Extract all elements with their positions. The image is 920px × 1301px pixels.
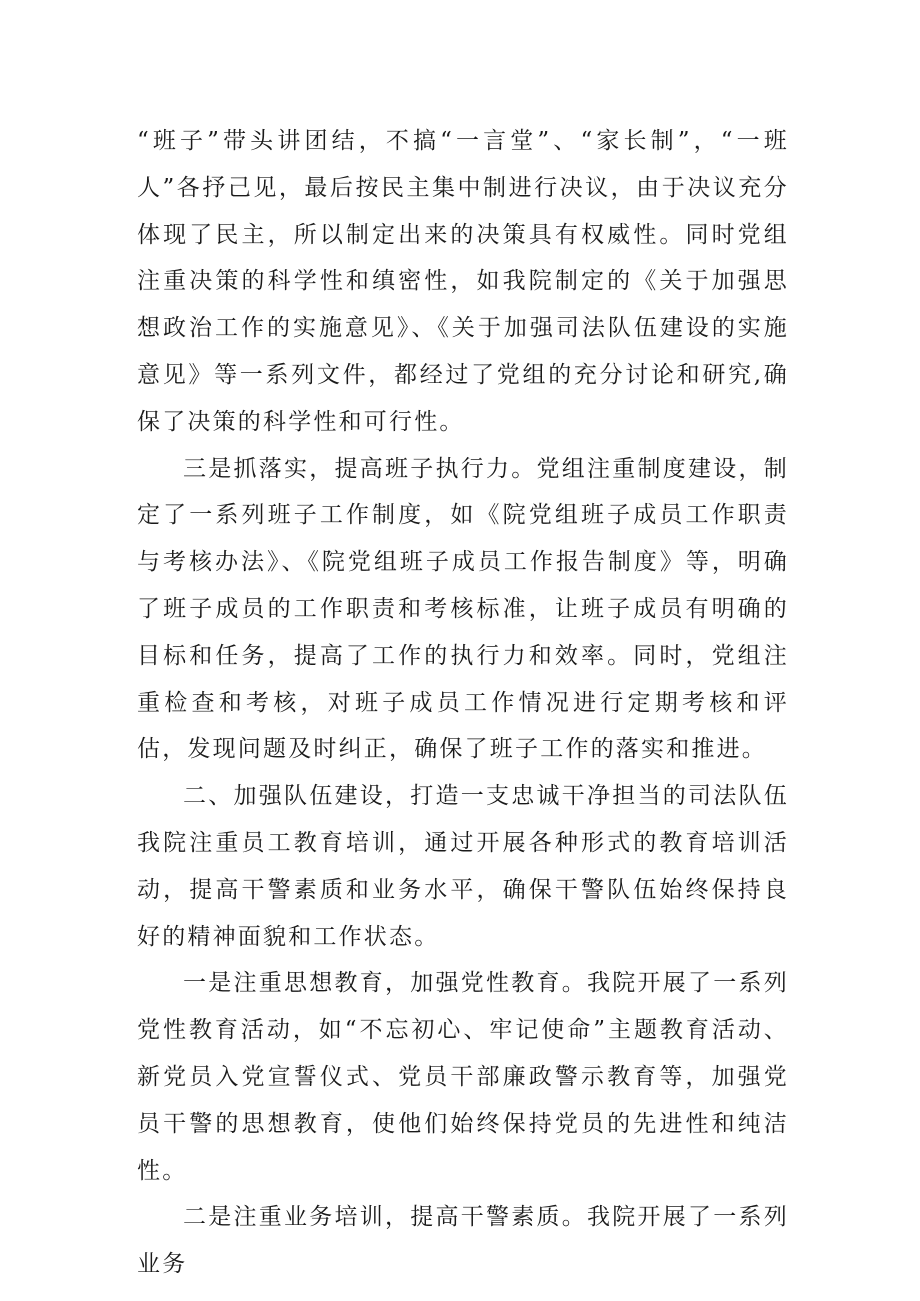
paragraph-business-training: 二是注重业务培训，提高干警素质。我院开展了一系列业务: [137, 1204, 789, 1278]
paragraph-continuation: “班子”带头讲团结，不搞“一言堂”、“家长制”，“一班人”各抒己见，最后按民主集中制进行决议，由于决议充分体现了民主，所以制定出来的决策具有权威性。同时党组注重决策的科学性和缜密性，如我院制定的《关于加强思想政治工作的实施意见》、《关于加强司法队伍建设的实施意见》等一系列文件，都经过了党组的充分讨论和研究,确保了决策的科学性和可行性。: [137, 128, 789, 435]
paragraph-team-building: 二、加强队伍建设，打造一支忠诚干净担当的司法队伍我院注重员工教育培训，通过开展各种形式的教育培训活动，提高干警素质和业务水平，确保干警队伍始终保持良好的精神面貌和工作状态。: [137, 783, 789, 950]
paragraph-ideological-education: 一是注重思想教育，加强党性教育。我院开展了一系列党性教育活动，如“不忘初心、牢记使命”主题教育活动、新党员入党宣誓仪式、党员干部廉政警示教育等，加强党员干警的思想教育，使他们始终保持党员的先进性和纯洁性。: [137, 970, 789, 1184]
paragraph-implementation: 三是抓落实，提高班子执行力。党组注重制度建设，制定了一系列班子工作制度，如《院党组班子成员工作职责与考核办法》、《院党组班子成员工作报告制度》等，明确了班子成员的工作职责和考核标准，让班子成员有明确的目标和任务，提高了工作的执行力和效率。同时，党组注重检查和考核，对班子成员工作情况进行定期考核和评估，发现问题及时纠正，确保了班子工作的落实和推进。: [137, 455, 789, 763]
document-body: [137, 118, 789, 1288]
